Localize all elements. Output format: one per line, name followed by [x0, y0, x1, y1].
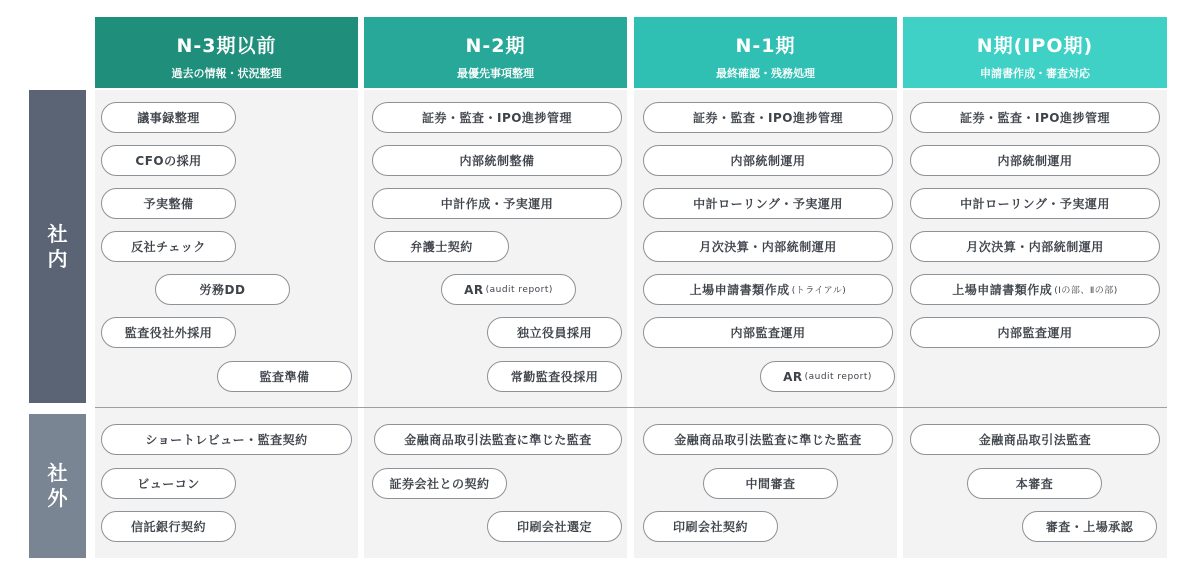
- task-pill: 証券・監査・IPO進捗管理: [372, 102, 622, 133]
- section-divider: [95, 407, 1167, 408]
- column-title: N-3期以前: [176, 35, 277, 57]
- task-pill: 中計作成・予実運用: [372, 188, 622, 219]
- column-title: N-2期: [465, 35, 526, 57]
- column-subtitle: 最優先事項整理: [457, 67, 534, 80]
- column-header-n: [903, 17, 1167, 88]
- task-pill: 内部統制運用: [643, 145, 893, 176]
- column-header-n2: [364, 17, 627, 88]
- pill-note: (トライアル): [791, 286, 847, 296]
- task-pill: 印刷会社選定: [487, 511, 622, 542]
- side-label-text: 社外: [47, 461, 68, 510]
- pill-note: (Ⅰの部、Ⅱの部): [1054, 286, 1118, 296]
- task-pill: CFOの採用: [101, 145, 236, 176]
- task-pill: 中間審査: [703, 468, 838, 499]
- column-subtitle: 最終確認・残務処理: [716, 67, 815, 80]
- column-subtitle: 過去の情報・状況整理: [171, 67, 282, 80]
- column-subtitle: 申請書作成・審査対応: [980, 67, 1090, 80]
- task-pill: 内部監査運用: [643, 317, 893, 348]
- task-pill-parts: [910, 274, 1160, 305]
- task-pill: 監査準備: [217, 361, 352, 392]
- task-pill-ar: [441, 274, 576, 305]
- task-pill: 金融商品取引法監査に準じた監査: [643, 424, 893, 455]
- side-label-external: [29, 414, 86, 558]
- task-pill: 内部監査運用: [910, 317, 1160, 348]
- pill-text: AR: [464, 282, 484, 297]
- task-pill: 本審査: [967, 468, 1102, 499]
- task-pill: 金融商品取引法監査に準じた監査: [374, 424, 622, 455]
- task-pill-ar: [760, 361, 895, 392]
- task-pill: 議事録整理: [101, 102, 236, 133]
- task-pill: ビューコン: [101, 468, 236, 499]
- task-pill: 月次決算・内部統制運用: [643, 231, 893, 262]
- pill-note: (audit report): [485, 284, 553, 295]
- task-pill: 証券・監査・IPO進捗管理: [910, 102, 1160, 133]
- task-pill: ショートレビュー・監査契約: [101, 424, 352, 455]
- task-pill: 監査役社外採用: [101, 317, 236, 348]
- pill-note: (audit report): [804, 371, 872, 382]
- task-pill: 金融商品取引法監査: [910, 424, 1160, 455]
- task-pill: 印刷会社契約: [643, 511, 778, 542]
- side-label-internal: [29, 90, 86, 403]
- column-title: N期(IPO期): [976, 35, 1094, 57]
- column-header-n3: [95, 17, 358, 88]
- task-pill: 常勤監査役採用: [487, 361, 622, 392]
- column-title: N-1期: [735, 35, 796, 57]
- task-pill: 証券・監査・IPO進捗管理: [643, 102, 893, 133]
- pill-text: 上場申請書類作成: [689, 283, 790, 297]
- task-pill-trial: [643, 274, 893, 305]
- task-pill: 弁護士契約: [374, 231, 509, 262]
- task-pill: 月次決算・内部統制運用: [910, 231, 1160, 262]
- side-label-text: 社内: [47, 221, 68, 271]
- task-pill: 証券会社との契約: [372, 468, 507, 499]
- task-pill: 中計ローリング・予実運用: [643, 188, 893, 219]
- task-pill: 内部統制運用: [910, 145, 1160, 176]
- task-pill: 審査・上場承認: [1022, 511, 1157, 542]
- pill-text: 上場申請書類作成: [952, 283, 1053, 297]
- task-pill: 中計ローリング・予実運用: [910, 188, 1160, 219]
- task-pill: 独立役員採用: [487, 317, 622, 348]
- task-pill: 信託銀行契約: [101, 511, 236, 542]
- task-pill: 反社チェック: [101, 231, 236, 262]
- task-pill: 内部統制整備: [372, 145, 622, 176]
- task-pill: 予実整備: [101, 188, 236, 219]
- pill-text: AR: [783, 369, 803, 384]
- column-header-n1: [634, 17, 897, 88]
- task-pill: 労務DD: [155, 274, 290, 305]
